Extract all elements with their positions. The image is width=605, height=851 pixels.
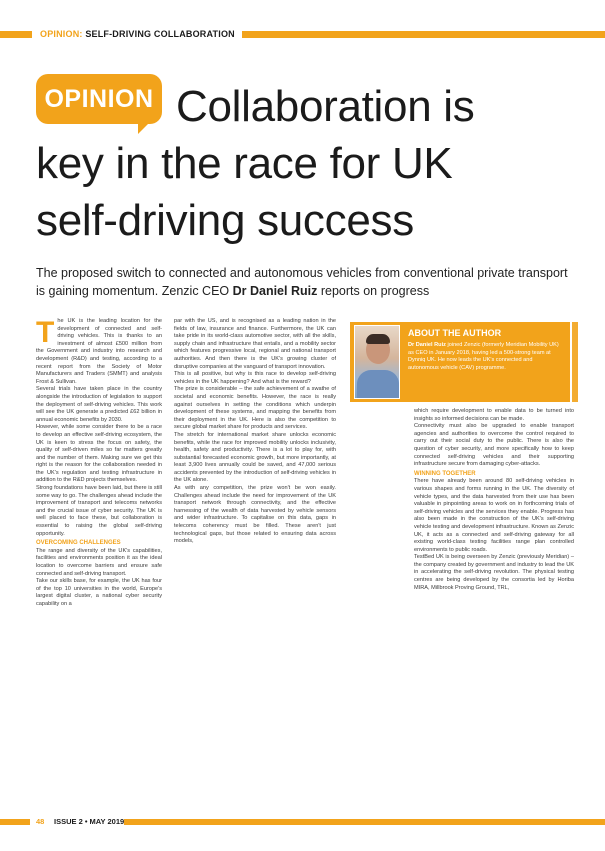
section-title: SELF-DRIVING COLLABORATION	[85, 29, 235, 39]
footer-rule	[124, 819, 605, 825]
author-photo	[354, 325, 400, 399]
subhead-overcoming-challenges: OVERCOMING CHALLENGES	[36, 540, 121, 547]
standfirst-text: The proposed switch to connected and autonomous vehicles from conventional private transport is gaining momentum. Zenzic CEO	[36, 266, 568, 298]
author-name: Dr Daniel Ruiz	[408, 342, 446, 348]
section-label	[40, 29, 235, 39]
page-footer	[0, 817, 605, 829]
body-paragraph: As with any competition, the prize won't be won easily. Challenges ahead include the need for improvement of the UK transport network through connectivity, and the effective harnessing of the wealth of data harvested by vehicle sensors and wider infrastructure. To capitalise on this data, gaps in telecoms coherency must be filled. These aren't just technological gaps, but those related to ensuring data across models,	[174, 485, 336, 545]
body-paragraph: Strong foundations have been laid, but there is still some way to go. The challenges ahead include the improvement of transport and telecoms networks and the crucial issue of cyber security. The UK is well placed to face these, but collaboration is essential to raising the global self-driving opportunity.	[36, 485, 162, 537]
section-separator: :	[79, 29, 83, 39]
body-paragraph: which require development to enable data to be turned into insights so informed decisions can be made.	[414, 408, 574, 422]
body-paragraph: The UK is the leading location for the development of connected and self-driving vehicles. This is thanks to an investment of almost £500 million from the Government and industry into research and development (R&D) and testing, according to a recent report from the Society of Motor Manufacturers and Traders (SMMT) and analysis Frost & Sullivan.	[36, 318, 162, 385]
subhead-winning-together: WINNING TOGETHER	[414, 470, 476, 477]
section-kicker: OPINION	[40, 29, 80, 39]
issue-label: ISSUE 2 • MAY 2019	[54, 817, 125, 826]
page-number: 48	[36, 817, 45, 826]
body-paragraph: The range and diversity of the UK's capabilities, facilities and environments position it as the ideal location to overcome barriers and ensure safe connected and self-driving transport.	[36, 547, 162, 577]
body-paragraph: The stretch for international market share unlocks economic benefits, while the race for improved mobility unlocks inclusivity, health, safety and productivity. There is a lot to play for, with substantial forecasted economic growth, but more importantly, at least 3,900 lives annually could be saved, and 47,000 serious accidents prevented by the introduction of self-driving vehicles in the UK alone.	[174, 431, 336, 484]
article-column-2	[174, 318, 336, 808]
footer-accent-bar	[0, 819, 30, 825]
body-paragraph: This is all positive, but why is this race to develop self-driving vehicles in the UK happening? And what is the reward?	[174, 371, 336, 385]
header-rule	[242, 31, 605, 38]
headline-line-2: key in the race for UK	[36, 139, 453, 188]
author-box-title: ABOUT THE AUTHOR	[408, 328, 502, 338]
body-paragraph: Connectivity must also be upgraded to enable transport agencies and authorities to overcome the control required to carry out their social duty to the public. There is also the question of cyber security, and more specifically how to keep connected self-driving vehicles and their supporting infrastructure secure from damaging cyber-attacks.	[414, 423, 574, 468]
standfirst	[36, 264, 576, 300]
body-paragraph: par with the US, and is recognised as a leading nation in the fields of law, insurance and finance. Furthermore, the UK can take pride in its world-class automotive sector, with all the skills, supply chain and infrastructure that entails, and a mobility sector which features progressive local, regional and national transport authorities. And then there is the UK's growing cluster of disruptive companies at the vanguard of transport innovation.	[174, 318, 336, 370]
body-paragraph: TestBed UK is being overseen by Zenzic (previously Meridian) – the company created by government and industry to lead the UK in accelerating the self-driving revolution. The physical testing centres are being developed by the consortia led by Horiba MIRA, Millbrook Proving Ground, TRL,	[414, 554, 574, 591]
headline-line-3: self-driving success	[36, 196, 414, 245]
author-bio: Dr Daniel Ruiz joined Zenzic (formerly Meridian Mobility UK) as CEO in January 2018, having led a 500-strong team at Dynniq UK. He now leads the UK's connected and autonomous vehicle (CAV) programme.	[408, 342, 559, 371]
about-the-author-box	[350, 322, 570, 402]
article-column-1	[36, 318, 162, 808]
author-box-accent	[572, 322, 578, 402]
drop-cap: T	[36, 318, 55, 349]
body-paragraph: Take our skills base, for example, the UK has four of the top 10 universities in the world, Europe's largest digital cluster, a national cyber security capability on a	[36, 578, 162, 607]
standfirst-author: Dr Daniel Ruiz	[232, 284, 318, 298]
body-paragraph: Several trials have taken place in the country alongside the introduction of legislation to support the deployment of self-driving vehicles. This work will see the UK generate a predicted £62 billion in annual economic benefits by 2030.	[36, 386, 162, 423]
body-paragraph: There have already been around 80 self-driving vehicles in various shapes and forms running in the UK. The diversity of vehicle types, and the data harvested from their use has been valuable in pinpointing areas to work on in forthcoming trials of self-driving vehicles and the services they enable. Progress has also been made in the construction of the UK's self-driving vehicle testing and development infrastructure. Known as Zenzic UK, it acts as a connected and self-driving gateway for all existing world-class testing facilities range plan controlled environments to public roads.	[414, 478, 574, 553]
headline	[36, 78, 576, 249]
article-column-3	[414, 408, 574, 808]
header-accent-bar	[0, 31, 32, 38]
headline-line-1: Collaboration is	[176, 82, 475, 131]
body-paragraph: The prize is considerable – the safe achievement of a swathe of societal and economic benefits. However, the race is really against ourselves in setting the conditions which underpin development of these systems, and mapping the benefits from their deployment in the UK. Here is also the competition to secure global market share for products and services.	[174, 386, 336, 431]
standfirst-suffix: reports on progress	[317, 284, 430, 298]
body-paragraph: However, while some consider there to be a race to develop an effective self-driving ecosystem, the UK is keen to stress the focus on safety, the quality of self-driven miles so far matters greatly and the number of them. Making sure we get this right is the reason for the collaboration needed in the UK's regulation and testing infrastructure in addition to the R&D projects themselves.	[36, 424, 162, 484]
opinion-badge-label: OPINION	[44, 84, 154, 113]
